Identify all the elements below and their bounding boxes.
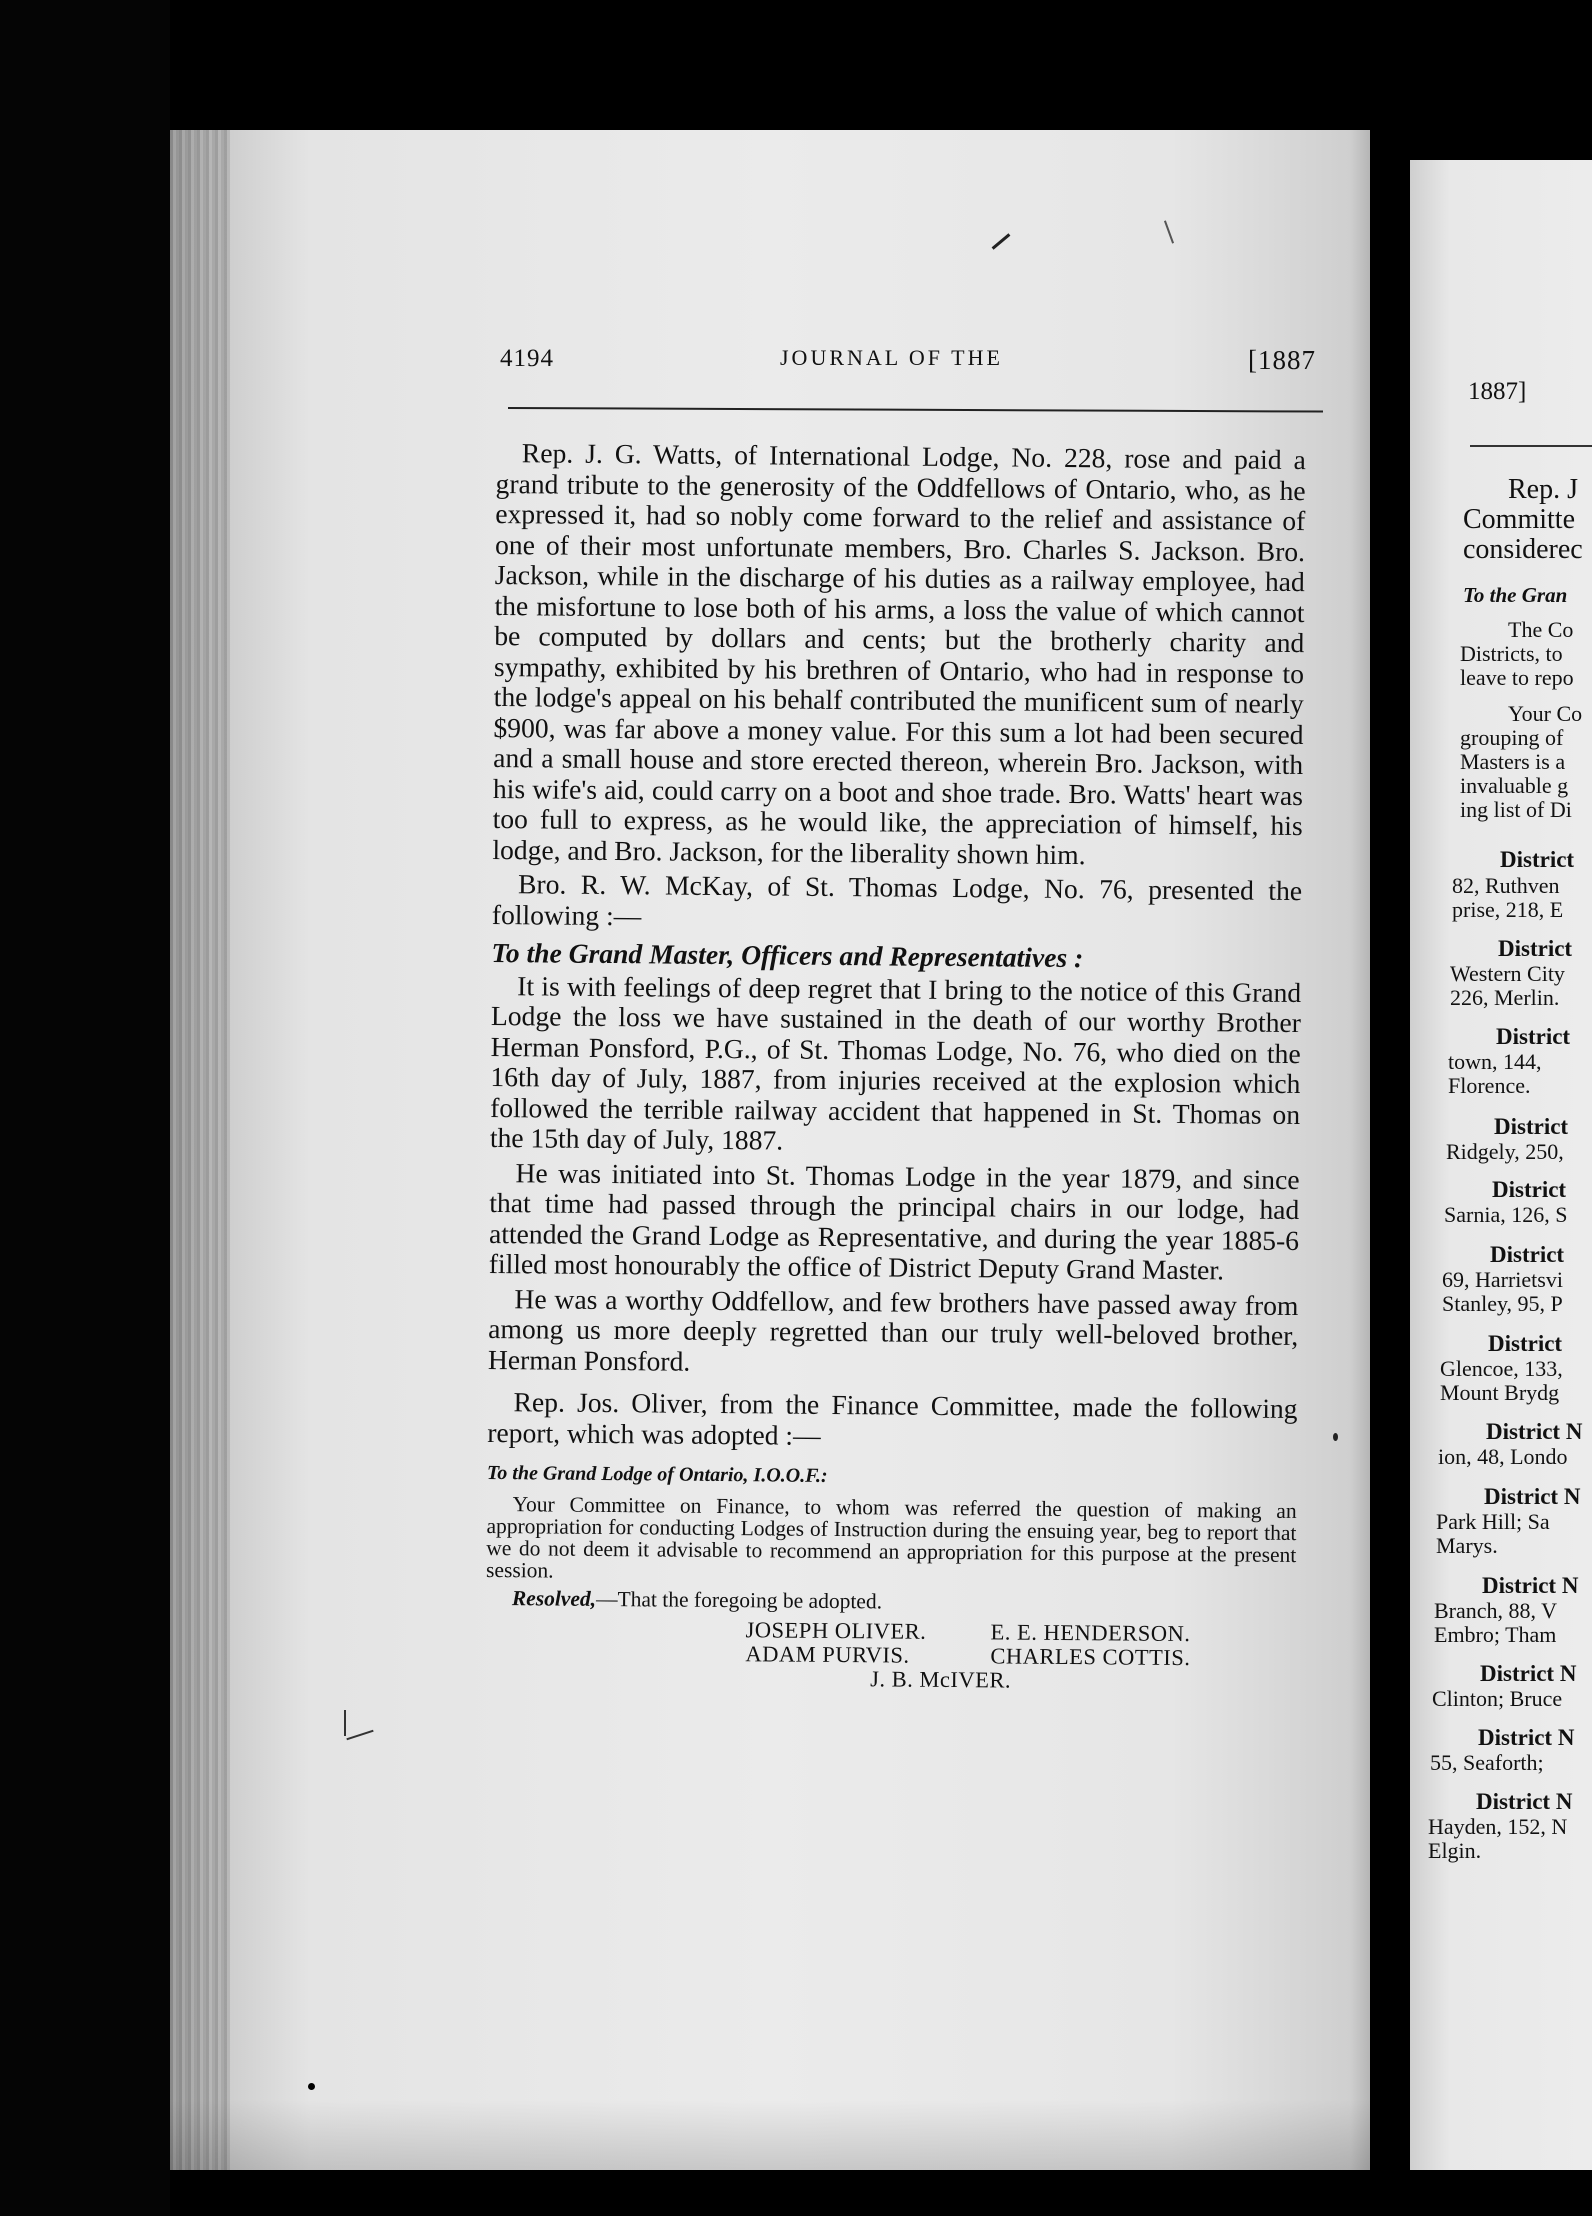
page-bottom-shadow bbox=[170, 2100, 1370, 2170]
memorial-paragraph: He was initiated into St. Thomas Lodge in the year 1879, and since that time had passed through the principal chairs in our lodge, had attended the Grand Lodge as Representative, and during the year 1885-6 filled most honourably the office of District Deputy Grand Master. bbox=[488, 1156, 1300, 1286]
right-line: District N bbox=[1482, 1573, 1579, 1598]
right-line: 55, Seaforth; bbox=[1430, 1750, 1544, 1775]
margin-tick bbox=[344, 1710, 346, 1736]
right-line: Glencoe, 133, bbox=[1440, 1356, 1563, 1381]
right-line: District bbox=[1494, 1114, 1569, 1139]
right-line: Marys. bbox=[1436, 1533, 1498, 1558]
right-line: Park Hill; Sa bbox=[1436, 1509, 1550, 1534]
right-line: District N bbox=[1484, 1484, 1581, 1509]
right-line: Florence. bbox=[1448, 1073, 1531, 1098]
right-line: prise, 218, E bbox=[1452, 897, 1564, 922]
right-line: 226, Merlin. bbox=[1450, 985, 1560, 1010]
address-heading: To the Grand Master, Officers and Representatives : bbox=[491, 936, 1084, 974]
right-line: District bbox=[1492, 1177, 1567, 1202]
right-line: 69, Harrietsvi bbox=[1442, 1267, 1563, 1292]
right-line: District bbox=[1498, 936, 1573, 961]
right-line: town, 144, bbox=[1448, 1049, 1542, 1074]
right-line: grouping of bbox=[1460, 725, 1564, 750]
right-line: Clinton; Bruce bbox=[1432, 1686, 1563, 1711]
right-line: District bbox=[1490, 1242, 1565, 1267]
page-year: [1887 bbox=[1248, 345, 1316, 375]
speck bbox=[308, 2083, 315, 2090]
paragraph-mckay: Bro. R. W. McKay, of St. Thomas Lodge, No. 76, presented the following :— bbox=[491, 868, 1303, 931]
signature: E. E. HENDERSON. bbox=[990, 1618, 1191, 1646]
right-line: Sarnia, 126, S bbox=[1444, 1202, 1568, 1227]
right-line: Rep. J bbox=[1508, 474, 1578, 505]
right-line: considerec bbox=[1463, 534, 1583, 565]
right-page bbox=[1410, 160, 1592, 2170]
scan-background-left bbox=[0, 0, 170, 2216]
memorial-paragraph: He was a worthy Oddfellow, and few brothers have passed away from among us more deeply regretted than our truly well-beloved brother, Herman Ponsford. bbox=[487, 1282, 1299, 1377]
right-line: ion, 48, Londo bbox=[1438, 1444, 1568, 1469]
signature: JOSEPH OLIVER. bbox=[745, 1616, 927, 1644]
right-line: ing list of Di bbox=[1460, 797, 1572, 822]
right-line: invaluable g bbox=[1460, 773, 1569, 798]
right-line: Ridgely, 250, bbox=[1446, 1139, 1564, 1164]
paragraph-watts: Rep. J. G. Watts, of International Lodge, No. 228, rose and paid a grand tribute to the generosity of the Oddfellows of Ontario, who, as he expressed it, had so nobly come forward to the relief and assistance of one of their most unfortunate members, Bro. Charles S. Jackson. Bro. Jackson, while in the discharge of his duties as a railway employee, had the misfortune to lose both of his arms, a loss the value of which cannot be computed by dollars and cents; but the brotherly charity and sympathy, exhibited by his brethren of Ontario, who had in response to the lodge's appeal on his behalf contributed the munificent sum of nearly $900, was far above a money value. For this sum a lot had been secured and a small house and store erected thereon, wherein Bro. Jackson, with his wife's aid, could carry on a boot and shoe trade. Bro. Watts' heart was too full to express, as he would like, the appreciation of himself, his lodge, and Bro. Jackson, for the liberality shown him. bbox=[492, 437, 1306, 870]
right-line: Elgin. bbox=[1428, 1838, 1482, 1863]
right-line: District bbox=[1496, 1024, 1571, 1049]
right-line: To the Gran bbox=[1463, 583, 1568, 607]
resolved-text: —That the foregoing be adopted. bbox=[595, 1586, 883, 1613]
memorial-paragraph: It is with feelings of deep regret that I bring to the notice of this Grand Lodge the loss we have sustained in the death of our worthy Brother Herman Ponsford, P.G., of St. Thomas Lodge, No. 76, who died on the 16th day of July, 1887, from injuries received at the explosion which followed the terrible railway accident that happened in St. Thomas on the 15th day of July, 1887. bbox=[489, 969, 1302, 1156]
right-line: leave to repo bbox=[1460, 665, 1574, 690]
book-gutter bbox=[1370, 0, 1410, 2216]
page-number: 4194 bbox=[500, 345, 554, 372]
resolved-label: Resolved, bbox=[511, 1585, 597, 1611]
right-line: Committe bbox=[1463, 504, 1575, 535]
right-line: Districts, to bbox=[1460, 641, 1563, 666]
signature: ADAM PURVIS. bbox=[745, 1640, 910, 1668]
right-line: Stanley, 95, P bbox=[1442, 1291, 1563, 1316]
right-line: District N bbox=[1478, 1725, 1575, 1750]
right-line: District N bbox=[1476, 1789, 1573, 1814]
right-line: District N bbox=[1480, 1661, 1577, 1686]
right-line: Masters is a bbox=[1460, 749, 1566, 774]
finance-heading: To the Grand Lodge of Ontario, I.O.O.F.: bbox=[486, 1461, 828, 1487]
finance-report: Your Committee on Finance, to whom was referred the question of making an appropriation for conducting Lodges of Instruction during the ensuing year, beg to report that we do not deem it advisable to recommend an appropriation for this purpose at the present session. bbox=[486, 1491, 1297, 1583]
right-line: Hayden, 152, N bbox=[1428, 1814, 1568, 1839]
signature: CHARLES COTTIS. bbox=[990, 1642, 1191, 1670]
right-line: Western City bbox=[1450, 961, 1565, 986]
running-head: JOURNAL OF THE bbox=[780, 345, 1003, 370]
resolution bbox=[486, 1586, 1296, 1615]
right-line: 82, Ruthven bbox=[1452, 873, 1560, 898]
right-line: The Co bbox=[1508, 617, 1574, 642]
right-line: District bbox=[1488, 1331, 1563, 1356]
right-line: Branch, 88, V bbox=[1434, 1598, 1558, 1623]
right-header-rule bbox=[1470, 445, 1592, 447]
signature: J. B. McIVER. bbox=[870, 1665, 1012, 1693]
right-line: Mount Brydg bbox=[1440, 1380, 1560, 1405]
signature-block bbox=[485, 1614, 1296, 1721]
page-body bbox=[485, 438, 1306, 1722]
right-line: Your Co bbox=[1508, 701, 1583, 726]
finance-intro: Rep. Jos. Oliver, from the Finance Committee, made the following report, which was adopted :— bbox=[487, 1386, 1298, 1451]
right-line: District N bbox=[1486, 1419, 1583, 1444]
right-line: District bbox=[1500, 847, 1575, 872]
speck bbox=[1333, 1433, 1338, 1441]
right-line: Embro; Tham bbox=[1434, 1622, 1557, 1647]
right-page-year: 1887] bbox=[1468, 378, 1527, 405]
page-edge-stack bbox=[170, 130, 230, 2170]
